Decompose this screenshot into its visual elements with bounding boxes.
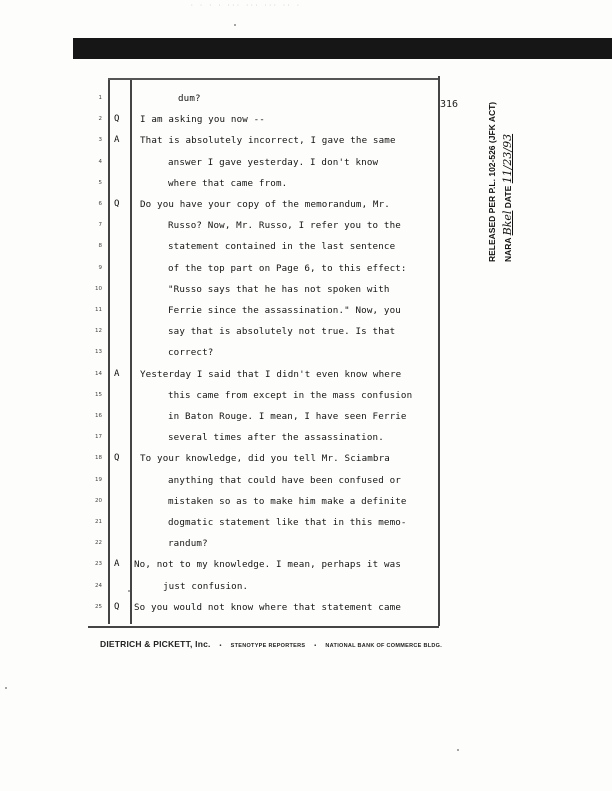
header-bar <box>73 38 612 59</box>
line-number: 15 <box>95 391 102 398</box>
speaker-label: A <box>114 559 120 570</box>
transcript-line: answer I gave yesterday. I don't know <box>168 156 379 168</box>
stamp-nara-line <box>501 134 514 262</box>
speaker-label: A <box>114 135 120 146</box>
frame-rule-top <box>108 78 439 80</box>
transcript-line: correct? <box>168 347 214 359</box>
line-number: 23 <box>95 561 102 568</box>
transcript-line: I am asking you now -- <box>140 114 265 126</box>
frame-rule-right <box>438 76 440 626</box>
line-number: 3 <box>98 137 102 144</box>
transcript-line: Ferrie since the assassination." Now, you <box>168 305 401 316</box>
scan-speck <box>234 24 236 26</box>
transcript-line: To your knowledge, did you tell Mr. Sciambra <box>140 453 390 465</box>
line-number: 12 <box>95 328 102 335</box>
footer-address: NATIONAL BANK OF COMMERCE BLDG. <box>325 643 443 649</box>
transcript-line: just confusion. <box>163 580 249 592</box>
line-number: 21 <box>95 519 102 525</box>
transcript-line: So you would not know where that statement came <box>134 601 402 613</box>
line-number: 16 <box>95 413 102 419</box>
release-stamp <box>474 72 534 272</box>
transcript-line: Do you have your copy of the memorandum, Mr. <box>140 199 390 210</box>
speaker-label: Q <box>114 199 120 209</box>
line-number: 25 <box>95 603 102 610</box>
frame-rule-left <box>108 80 110 624</box>
frame-rule-speaker <box>130 80 132 624</box>
line-number: 10 <box>95 285 102 292</box>
line-number: 24 <box>95 582 102 589</box>
transcript-line: Russo? Now, Mr. Russo, I refer you to the <box>168 220 401 232</box>
line-number: 2 <box>98 116 102 123</box>
line-number: 5 <box>98 179 102 186</box>
line-number: 4 <box>98 158 102 165</box>
line-number: 8 <box>98 243 102 250</box>
transcript-line: dum? <box>178 93 201 104</box>
line-number: 6 <box>98 201 102 207</box>
firm-name: DIETRICH & PICKETT, Inc. <box>100 639 211 649</box>
stamp-date-label: DATE <box>503 185 513 209</box>
line-number: 14 <box>95 370 102 377</box>
speaker-label: Q <box>114 601 120 612</box>
footer-reporters: STENOTYPE REPORTERS <box>230 643 306 649</box>
footer-separator: • <box>314 643 317 649</box>
line-number: 22 <box>95 540 102 547</box>
transcript-line: Yesterday I said that I didn't even know where <box>140 368 402 380</box>
footer-separator: • <box>219 643 222 649</box>
speaker-label: Q <box>114 114 120 125</box>
transcript-line: this came from except in the mass confusion <box>168 389 413 401</box>
frame-rule-bottom <box>88 626 439 628</box>
scan-speck <box>457 749 459 751</box>
transcript-line: say that is absolutely not true. Is that <box>168 326 396 338</box>
transcript-line: randum? <box>168 538 208 550</box>
transcript-line: No, not to my knowledge. I mean, perhaps it was <box>134 559 402 571</box>
transcript-line: anything that could have been confused or <box>168 474 401 486</box>
speaker-label: Q <box>114 453 120 464</box>
transcript-line: That is absolutely incorrect, I gave the same <box>140 135 396 147</box>
page-number: 316 <box>440 99 459 110</box>
line-number: 19 <box>95 476 102 483</box>
transcript-line: several times after the assassination. <box>168 432 384 444</box>
line-number: 20 <box>95 497 102 504</box>
scan-speck <box>5 687 7 689</box>
transcript-line: "Russo says that he has not spoken with <box>168 283 390 295</box>
line-number: 13 <box>95 349 102 356</box>
reporter-footer <box>100 634 442 652</box>
line-number: 7 <box>98 222 102 229</box>
line-number: 18 <box>95 455 102 462</box>
scan-speck <box>128 590 130 592</box>
stamp-nara-label: NARA <box>503 237 513 262</box>
line-number: 17 <box>95 434 102 441</box>
stamp-initials: Bkel <box>501 210 514 236</box>
transcript-line: of the top part on Page 6, to this effect: <box>168 262 407 274</box>
line-number: 1 <box>98 95 102 101</box>
scan-artifact-text: · · · · ··· ··· ··· ·· · <box>190 2 301 9</box>
speaker-label: A <box>114 368 120 379</box>
transcript-line: where that came from. <box>168 177 288 189</box>
transcript-line: statement contained in the last sentence <box>168 241 396 253</box>
stamp-release-line: RELEASED PER P.L. 102-526 (JFK ACT) <box>487 101 497 262</box>
line-number: 11 <box>95 307 102 313</box>
line-number: 9 <box>98 264 102 271</box>
transcript-line: mistaken so as to make him make a definite <box>168 495 407 507</box>
stamp-date: 11/23/93 <box>501 133 514 184</box>
transcript-line: in Baton Rouge. I mean, I have seen Ferrie <box>168 411 407 422</box>
transcript-line: dogmatic statement like that in this memo- <box>168 517 407 528</box>
